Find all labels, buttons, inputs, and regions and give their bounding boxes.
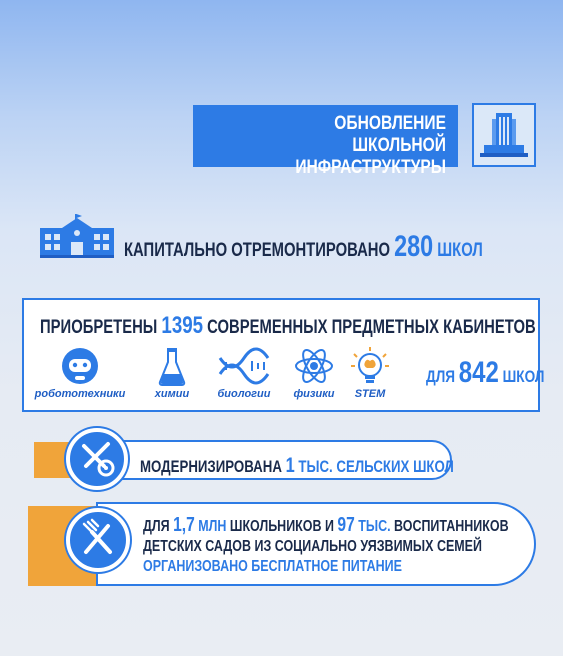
school-building-icon — [40, 214, 114, 258]
repaired-schools-text: КАПИТАЛЬНО ОТРЕМОНТИРОВАНО 280 ШКОЛ — [124, 230, 483, 263]
repaired-count: 280 — [394, 230, 434, 263]
meals-line-1: ДЛЯ 1,7 МЛН ШКОЛЬНИКОВ И 97 ТЫС. ВОСПИТАННИКОВ — [143, 514, 509, 536]
cabinet-physics: физики — [286, 346, 342, 400]
meals-badge — [66, 508, 130, 572]
repaired-schools-row — [40, 212, 540, 262]
page-title — [193, 105, 458, 178]
fork-knife-icon — [70, 512, 126, 568]
tools-gear-icon — [70, 432, 124, 486]
title-line-2: ИНФРАСТРУКТУРЫ — [295, 157, 446, 178]
lightbulb-brain-icon — [350, 346, 390, 386]
schools-842: 842 — [458, 356, 499, 389]
meals-line-2: ДЕТСКИХ САДОВ ИЗ СОЦИАЛЬНО УЯЗВИМЫХ СЕМЕЙ — [143, 538, 482, 555]
government-building-icon — [472, 103, 536, 167]
cabinet-stem: STEM — [342, 346, 398, 400]
cabinet-biology: биологии — [208, 346, 280, 400]
modernized-count: 1 — [285, 454, 295, 477]
modernized-text: МОДЕРНИЗИРОВАНА 1 ТЫС. СЕЛЬСКИХ ШКОЛ — [140, 454, 454, 477]
cabinet-robotics: робототехники — [30, 346, 130, 400]
cabinets-schools-count: ДЛЯ 842 ШКОЛ — [426, 356, 545, 389]
title-line-1: ОБНОВЛЕНИЕ ШКОЛЬНОЙ — [334, 113, 446, 156]
meals-line-3: ОРГАНИЗОВАНО БЕСПЛАТНОЕ ПИТАНИЕ — [143, 558, 402, 575]
cabinets-count: 1395 — [161, 312, 204, 339]
modernized-badge — [66, 428, 128, 490]
flask-icon — [157, 346, 187, 386]
atom-icon — [294, 346, 334, 386]
cabinets-heading: ПРИОБРЕТЕНЫ 1395 СОВРЕМЕННЫХ ПРЕДМЕТНЫХ КАБИНЕТОВ — [40, 312, 536, 339]
cabinet-chemistry: химии — [142, 346, 202, 400]
dna-icon — [218, 346, 270, 386]
cabinets-panel — [22, 298, 545, 412]
robot-icon — [61, 346, 99, 386]
